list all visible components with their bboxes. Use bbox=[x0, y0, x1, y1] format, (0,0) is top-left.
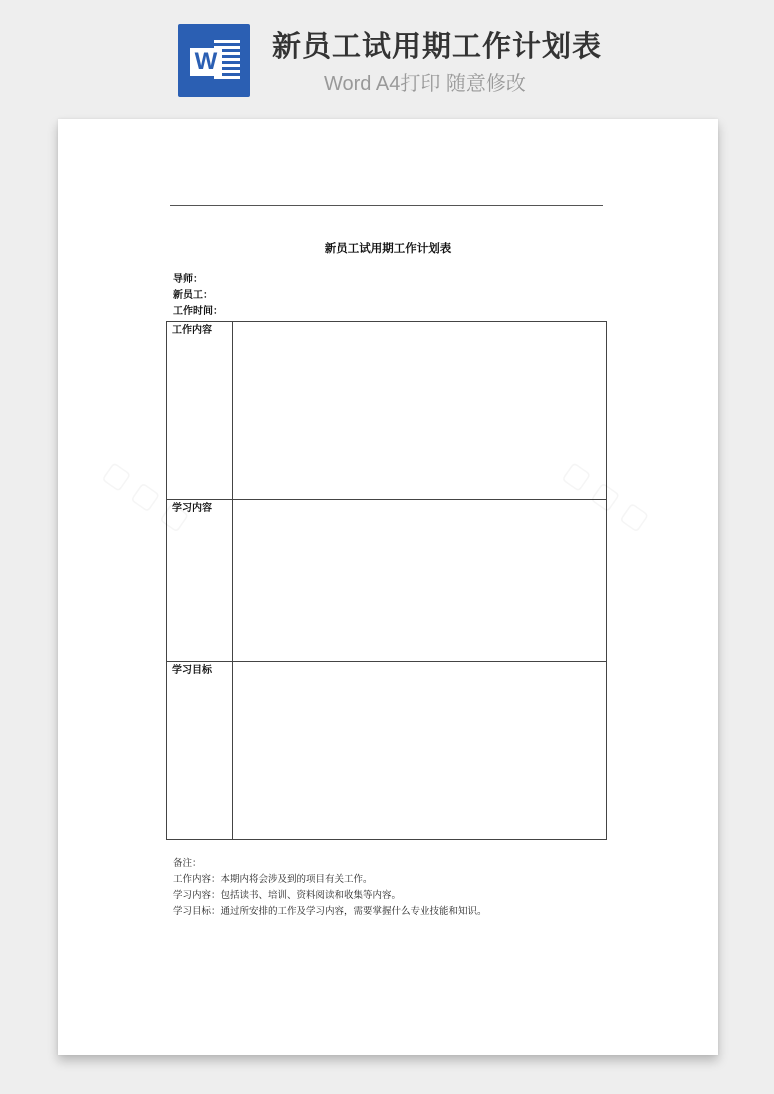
row-label-study-content: 学习内容 bbox=[167, 500, 233, 662]
note-line-work-content: 工作内容：本期内将会涉及到的项目有关工作。 bbox=[173, 874, 373, 885]
plan-table bbox=[166, 321, 607, 840]
banner-title: 新员工试用期工作计划表 bbox=[272, 29, 603, 63]
word-document-icon bbox=[178, 24, 250, 97]
table-row-study-content bbox=[167, 500, 607, 662]
document-page bbox=[58, 119, 718, 1055]
note-line-study-goal: 学习目标：通过所安排的工作及学习内容，需要掌握什么专业技能和知识。 bbox=[173, 906, 487, 917]
table-row-study-goal bbox=[167, 662, 607, 840]
notes-section bbox=[173, 856, 487, 920]
row-input-work-content[interactable] bbox=[233, 322, 607, 500]
field-new-employee: 新员工： bbox=[173, 290, 213, 301]
document-title: 新员工试用期工作计划表 bbox=[324, 241, 452, 255]
row-input-study-content[interactable] bbox=[233, 500, 607, 662]
banner-subtitle: Word A4打印 随意修改 bbox=[324, 73, 526, 95]
word-letter-w: W bbox=[190, 48, 222, 76]
row-input-study-goal[interactable] bbox=[233, 662, 607, 840]
row-label-work-content: 工作内容 bbox=[167, 322, 233, 500]
header-rule bbox=[170, 205, 603, 206]
note-line-study-content: 学习内容：包括读书、培训、资料阅读和收集等内容。 bbox=[173, 890, 402, 901]
table-row-work-content bbox=[167, 322, 607, 500]
field-mentor: 导师： bbox=[173, 274, 203, 285]
notes-heading: 备注： bbox=[173, 858, 202, 869]
row-label-study-goal: 学习目标 bbox=[167, 662, 233, 840]
field-work-period: 工作时间： bbox=[173, 306, 223, 317]
